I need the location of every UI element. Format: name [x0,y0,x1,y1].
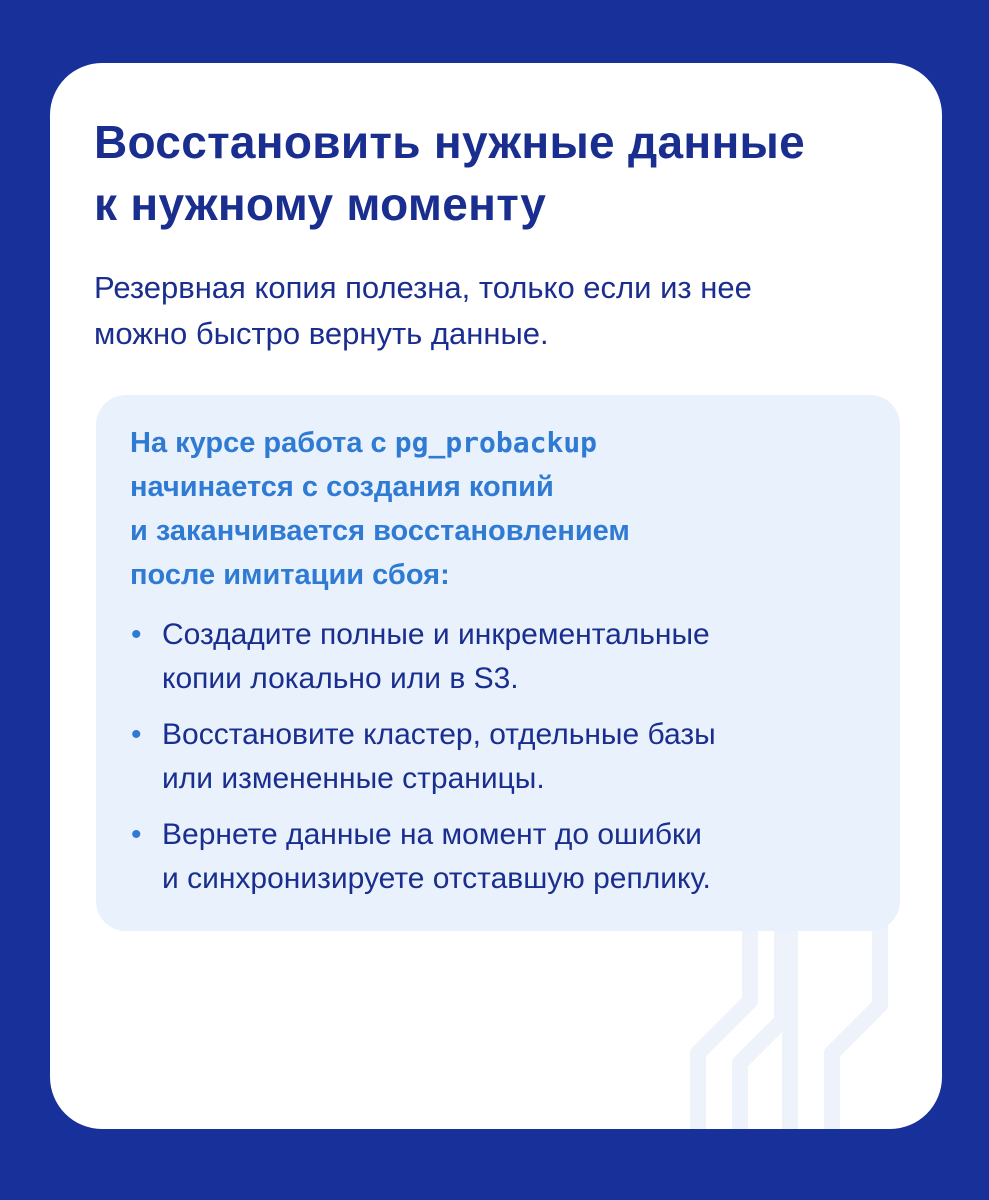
list-item-line: копии локально или в S3. [162,662,519,695]
tool-name: pg_probackup [394,426,598,459]
course-info-box [96,395,900,931]
bullet-dot-icon: • [131,718,142,751]
course-intro [130,421,870,597]
feature-list [130,613,870,913]
intro-line: и заканчивается восстановлением [130,515,630,547]
list-item-line: Создадите полные и инкрементальные [162,618,710,651]
list-item-line: или измененные страницы. [162,762,545,795]
list-item [130,813,870,901]
subtitle-line: Резервная копия полезна, только если из нее [94,270,752,305]
list-item [130,613,870,701]
title-line: к нужному моменту [94,178,547,230]
subtitle [94,265,894,357]
bullet-dot-icon: • [131,818,142,851]
bullet-dot-icon: • [131,618,142,651]
title-line: Восстановить нужные данные [94,116,806,168]
intro-prefix: На курсе работа с [130,427,395,459]
intro-line: начинается с создания копий [130,471,554,503]
content-card [50,63,942,1129]
intro-line: после имитации сбоя: [130,559,450,591]
page-title [94,111,914,235]
list-item-line: Вернете данные на момент до ошибки [162,818,702,851]
subtitle-line: можно быстро вернуть данные. [94,316,549,351]
list-item-line: Восстановите кластер, отдельные базы [162,718,716,751]
list-item [130,713,870,801]
list-item-line: и синхронизируете отставшую реплику. [162,862,711,895]
